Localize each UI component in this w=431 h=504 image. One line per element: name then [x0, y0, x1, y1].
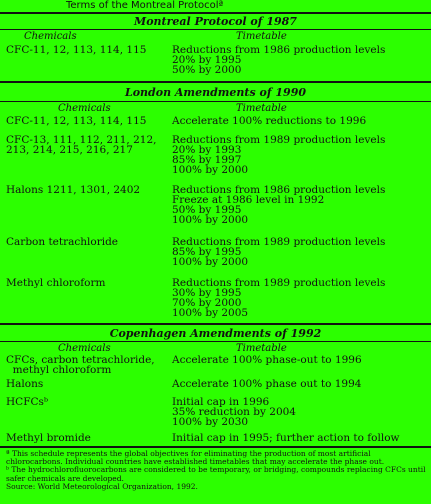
timetable-cell: Reductions from 1986 production levels Freeze at 1986 level in 1992 50% by 1995 100% by 2000: [172, 184, 386, 226]
col-head-timetable: Timetable: [236, 103, 287, 114]
section-title-london-1990: London Amendments of 1990: [124, 86, 307, 99]
bottom-rule: [0, 446, 431, 448]
timetable-cell: Reductions from 1989 production levels 85% by 1995 100% by 2000: [172, 236, 386, 268]
chemical-cell: HCFCsᵇ: [6, 396, 49, 408]
chemical-cell: Methyl chloroform: [6, 277, 106, 289]
chemical-cell: Halons 1211, 1301, 2402: [6, 184, 141, 196]
section-rule: [0, 101, 431, 102]
col-head-timetable: Timetable: [236, 31, 287, 42]
footnote-b: ᵇ The hydrochlorofluorocarbons are considered to be temporary, or bridging, compounds replacing CFCs until safer chemicals are developed.: [6, 465, 426, 483]
timetable-cell: Accelerate 100% phase-out to 1996: [172, 354, 362, 366]
timetable-cell: Initial cap in 1995; further action to follow: [172, 432, 400, 444]
section-rule: [0, 323, 431, 325]
top-rule: [0, 12, 431, 14]
col-head-chemicals: Chemicals: [24, 31, 77, 42]
chemical-cell: CFC-11, 12, 113, 114, 115: [6, 115, 147, 127]
col-head-chemicals: Chemicals: [58, 103, 111, 114]
section-rule: [0, 341, 431, 342]
timetable-cell: Accelerate 100% reductions to 1996: [172, 115, 367, 127]
chemical-cell: CFCs, carbon tetrachloride, methyl chloroform: [6, 354, 155, 376]
timetable-cell: Reductions from 1986 production levels 20% by 1995 50% by 2000: [172, 44, 386, 76]
chemical-cell: Halons: [6, 378, 44, 390]
section-rule: [0, 81, 431, 83]
source-note: Source: World Meteorological Organization, 1992.: [6, 481, 198, 491]
chemical-cell: CFC-13, 111, 112, 211, 212, 213, 214, 215, 216, 217: [6, 134, 157, 156]
timetable-cell: Accelerate 100% phase out to 1994: [172, 378, 362, 390]
timetable-cell: Initial cap in 1996 35% reduction by 2004 100% by 2030: [172, 396, 296, 428]
chemical-cell: CFC-11, 12, 113, 114, 115: [6, 44, 147, 56]
col-head-chemicals: Chemicals: [58, 343, 111, 354]
chemical-cell: Methyl bromide: [6, 432, 91, 444]
section-rule: [0, 29, 431, 30]
col-head-timetable: Timetable: [236, 343, 287, 354]
footnotes: [6, 450, 427, 491]
timetable-cell: Reductions from 1989 production levels 30% by 1995 70% by 2000 100% by 2005: [172, 277, 386, 319]
table-title: Terms of the Montreal Protocolª: [66, 0, 224, 11]
section-title-montreal-1987: Montreal Protocol of 1987: [134, 15, 297, 28]
chemical-cell: Carbon tetrachloride: [6, 236, 119, 248]
footnote-a: ª This schedule represents the global objectives for eliminating the production of most artificial chlorocarbons. Individual countries have established timetables that may accelerate the phase out.: [6, 449, 385, 467]
timetable-cell: Reductions from 1989 production levels 20% by 1993 85% by 1997 100% by 2000: [172, 134, 386, 176]
section-title-copenhagen-1992: Copenhagen Amendments of 1992: [109, 327, 322, 340]
